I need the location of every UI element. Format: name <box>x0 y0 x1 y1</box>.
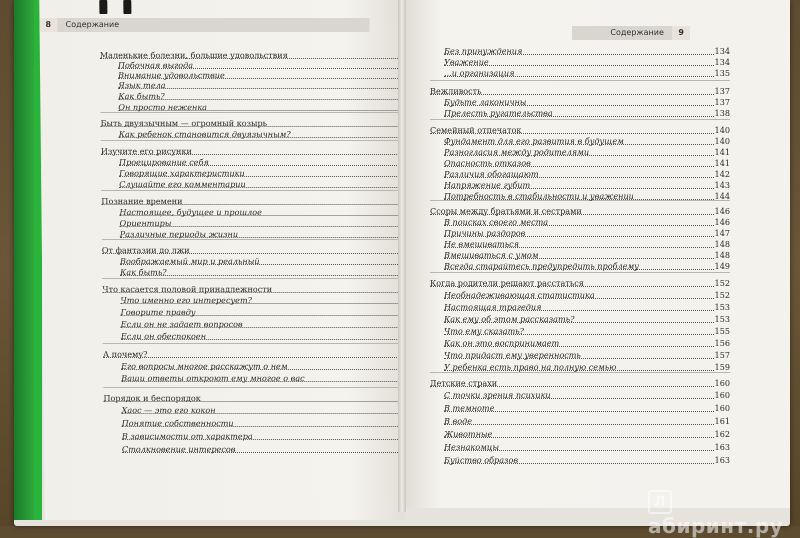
toc-title: Как быть? <box>118 91 165 101</box>
toc-subentry <box>444 290 730 300</box>
toc-chapter <box>101 118 419 128</box>
toc-title: Животные <box>444 429 493 439</box>
right-header-bar <box>572 26 690 40</box>
toc-subentry <box>444 350 730 360</box>
toc-title: Вежливость <box>430 86 482 96</box>
toc-title: Хаос — это его кокон <box>121 405 216 415</box>
toc-subentry <box>118 60 418 70</box>
toc-title: Как он это воспринимает <box>444 338 560 348</box>
toc-title: Изучите его рисунки <box>100 146 192 156</box>
toc-title: Ориентиры <box>119 218 172 228</box>
section-divider <box>102 278 420 279</box>
toc-page-number: 146 <box>714 217 730 227</box>
toc-title: Внимание удовольствие <box>118 70 225 80</box>
toc-title: Потребность в стабильности и уважении <box>444 191 634 201</box>
toc-subentry <box>444 158 730 168</box>
toc-page-number: 148 <box>714 250 730 260</box>
toc-page-number: 142 <box>714 169 730 179</box>
toc-page-number: 141 <box>714 158 730 168</box>
toc-subentry <box>444 57 730 67</box>
toc-title: Столкновение интересов <box>121 444 236 454</box>
toc-chapter <box>101 196 419 206</box>
left-header-title: Содержание <box>65 20 120 29</box>
toc-page-number: 160 <box>714 403 730 413</box>
toc-title: Что придаст ему уверенность <box>444 350 581 360</box>
toc-title: Что касается половой принадлежности <box>102 284 273 294</box>
toc-subentry <box>444 97 730 107</box>
toc-title: Необнадеживающая статистика <box>444 290 595 300</box>
right-page <box>402 0 790 508</box>
toc-page-number: 135 <box>714 68 730 78</box>
toc-title: Быть двуязычным — огромный козырь <box>100 118 268 128</box>
toc-title: Настоящая трагедия <box>444 302 542 312</box>
toc-title: Если он обеспокоен <box>120 331 207 341</box>
toc-subentry <box>444 46 730 56</box>
toc-subentry <box>119 207 419 217</box>
toc-title: Опасность отказов <box>444 158 531 168</box>
toc-page-number: 138 <box>714 108 730 118</box>
toc-subentry <box>444 136 730 146</box>
toc-page-number: 134 <box>714 46 730 56</box>
toc-subentry <box>444 390 730 400</box>
cover-green-band <box>14 0 34 520</box>
right-header-title: Содержание <box>610 28 664 37</box>
toc-page-number: 140 <box>714 125 730 135</box>
toc-subentry <box>121 331 421 341</box>
toc-chapter <box>430 86 730 96</box>
toc-title: От фантазии до лжи <box>101 245 190 255</box>
toc-subentry <box>119 157 419 167</box>
toc-title: Проецирование себя <box>118 157 209 167</box>
toc-title: Как ему об этом рассказать? <box>444 314 575 324</box>
toc-page-number: 140 <box>714 136 730 146</box>
toc-page-number: 159 <box>714 362 730 372</box>
toc-page-number: 148 <box>714 239 730 249</box>
toc-page-number: 153 <box>714 314 730 324</box>
toc-title: Без принуждения <box>444 46 523 56</box>
toc-title: Разногласия между родителями <box>444 147 590 157</box>
toc-page-number: 137 <box>714 97 730 107</box>
toc-title: Когда родители решают расстаться <box>430 278 584 288</box>
toc-title: Незнакомцы <box>444 442 500 452</box>
left-header-bar <box>39 18 369 32</box>
toc-subentry <box>444 403 730 413</box>
toc-title: В темноте <box>444 403 495 413</box>
toc-subentry <box>444 68 730 78</box>
toc-title: Что ему сказать? <box>444 326 524 336</box>
toc-subentry <box>444 362 730 372</box>
toc-page-number: 152 <box>714 278 730 288</box>
left-page <box>39 0 404 520</box>
toc-title: Порядок и беспорядок <box>103 393 201 403</box>
toc-title: Причины раздоров <box>444 228 526 238</box>
toc-title: С точки зрения психики <box>444 390 551 400</box>
toc-title: Что именно его интересует? <box>120 295 253 305</box>
toc-page-number: 156 <box>714 338 730 348</box>
toc-chapter <box>102 245 420 255</box>
toc-title: Говорите правду <box>120 307 196 317</box>
toc-page-number: 161 <box>714 416 730 426</box>
toc-subentry <box>444 302 730 312</box>
toc-subentry <box>120 229 420 239</box>
toc-subentry <box>444 455 730 465</box>
toc-subentry <box>120 218 420 228</box>
section-divider <box>103 343 421 344</box>
toc-subentry <box>444 250 730 260</box>
toc-subentry <box>444 228 730 238</box>
toc-chapter <box>430 278 730 288</box>
toc-chapter <box>100 50 418 60</box>
toc-title: Его вопросы многое расскажут о нем <box>121 361 288 371</box>
section-divider <box>430 119 730 120</box>
toc-title: Если он не задает вопросов <box>120 319 243 329</box>
toc-subentry <box>121 373 421 383</box>
watermark <box>648 488 800 538</box>
toc-title: Воображаемый мир и реальный <box>119 256 260 266</box>
toc-subentry <box>444 169 730 179</box>
toc-subentry <box>119 129 419 139</box>
toc-subentry <box>120 256 420 266</box>
toc-title: Ссоры между братьями и сестрами <box>430 206 582 216</box>
toc-subentry <box>120 267 420 277</box>
toc-subentry <box>118 91 418 101</box>
toc-page-number: 162 <box>714 429 730 439</box>
toc-subentry <box>444 442 730 452</box>
toc-page-number: 157 <box>714 350 730 360</box>
toc-title: Понятие собственности <box>121 418 234 428</box>
toc-title: Уважение <box>444 57 489 67</box>
section-divider <box>101 140 419 141</box>
toc-subentry <box>118 70 418 80</box>
toc-title: Не вмешиваться <box>444 239 520 249</box>
toc-title: Всегда старайтесь предупредить проблему <box>444 261 639 271</box>
toc-page-number: 141 <box>714 147 730 157</box>
toc-page-number: 155 <box>714 326 730 336</box>
right-page-number: 9 <box>672 26 690 40</box>
toc-title: У ребенка есть право на полную семью <box>444 362 617 372</box>
toc-subentry <box>121 361 421 371</box>
toc-title: Язык тела <box>118 80 166 90</box>
binder-clip <box>99 0 107 14</box>
section-divider <box>430 372 730 373</box>
section-divider <box>102 239 420 240</box>
toc-title: В поисках своего места <box>444 217 549 227</box>
toc-subentry <box>118 80 418 90</box>
toc-title: Фундамент для его развития в будущем <box>444 136 624 146</box>
toc-subentry <box>444 326 730 336</box>
toc-chapter <box>103 349 421 359</box>
toc-title: Познание времени <box>101 196 183 206</box>
toc-title: Слушайте его комментарии <box>119 179 246 189</box>
toc-page-number: 163 <box>714 442 730 452</box>
section-divider <box>100 112 418 113</box>
watermark-text: абиринт.ру <box>648 513 784 538</box>
toc-page-number: 152 <box>714 290 730 300</box>
toc-title: Настоящее, будущее и прошлое <box>119 207 262 217</box>
section-divider <box>430 80 730 81</box>
toc-title: Говорящие характеристики <box>119 168 245 178</box>
toc-page-number: 149 <box>714 261 730 271</box>
toc-title: Будьте лаконичны <box>444 97 527 107</box>
toc-chapter <box>101 146 419 156</box>
toc-page-number: 143 <box>714 180 730 190</box>
toc-title: Различия обогащают <box>444 169 539 179</box>
toc-page-number: 163 <box>714 455 730 465</box>
toc-subentry <box>444 239 730 249</box>
labirint-logo-icon: Л <box>648 490 672 514</box>
toc-subentry <box>122 405 422 415</box>
toc-title: Как ребенок становится двуязычным? <box>118 129 291 139</box>
toc-subentry <box>120 295 420 305</box>
toc-title: Детские страхи <box>430 378 498 388</box>
toc-subentry <box>444 147 730 157</box>
left-page-number: 8 <box>39 18 57 32</box>
toc-subentry <box>119 168 419 178</box>
section-divider <box>430 272 730 273</box>
toc-title: А почему? <box>102 349 148 359</box>
binder-clip <box>123 0 131 14</box>
toc-title: Напряжение губит <box>444 180 531 190</box>
section-divider <box>101 190 419 191</box>
toc-subentry <box>122 418 422 428</box>
toc-subentry <box>444 217 730 227</box>
toc-subentry <box>444 108 730 118</box>
toc-title: Прелесть ругательства <box>444 108 553 118</box>
toc-subentry <box>444 338 730 348</box>
toc-page-number: 137 <box>714 86 730 96</box>
toc-title: Семейный отпечаток <box>430 125 522 135</box>
toc-page-number: 147 <box>714 228 730 238</box>
toc-title: В зависимости от характера <box>121 431 253 441</box>
toc-subentry <box>444 314 730 324</box>
toc-subentry <box>444 180 730 190</box>
toc-title: Побочная выгода <box>117 60 194 70</box>
toc-subentry <box>122 431 422 441</box>
toc-subentry <box>120 307 420 317</box>
toc-title: Маленькие болезни, большие удовольствия <box>99 50 288 60</box>
toc-chapter <box>103 393 421 403</box>
toc-subentry <box>444 261 730 271</box>
toc-chapter <box>430 206 730 216</box>
toc-subentry <box>444 416 730 426</box>
toc-title: Как быть? <box>120 267 167 277</box>
toc-subentry <box>444 429 730 439</box>
toc-chapter <box>430 125 730 135</box>
toc-subentry <box>119 179 419 189</box>
toc-page-number: 160 <box>714 390 730 400</box>
toc-page-number: 146 <box>714 206 730 216</box>
toc-title: В воде <box>444 416 473 426</box>
toc-page-number: 144 <box>714 191 730 201</box>
toc-chapter <box>430 378 730 388</box>
toc-page-number: 153 <box>714 302 730 312</box>
toc-chapter <box>102 284 420 294</box>
toc-title: Он просто неженка <box>118 102 208 112</box>
toc-title: Вмешиваться с умом <box>444 250 539 260</box>
book-spine <box>398 0 406 512</box>
toc-subentry <box>118 102 418 112</box>
toc-title: Различные периоды жизни <box>119 229 239 239</box>
toc-title: ...и организация <box>444 68 515 78</box>
toc-title: Ваши ответы откроют ему многое о вас <box>121 373 305 383</box>
section-divider <box>103 387 421 388</box>
toc-title: Буйство образов <box>444 455 519 465</box>
toc-subentry <box>122 444 422 454</box>
toc-page-number: 160 <box>714 378 730 388</box>
toc-subentry <box>121 319 421 329</box>
toc-page-number: 134 <box>714 57 730 67</box>
